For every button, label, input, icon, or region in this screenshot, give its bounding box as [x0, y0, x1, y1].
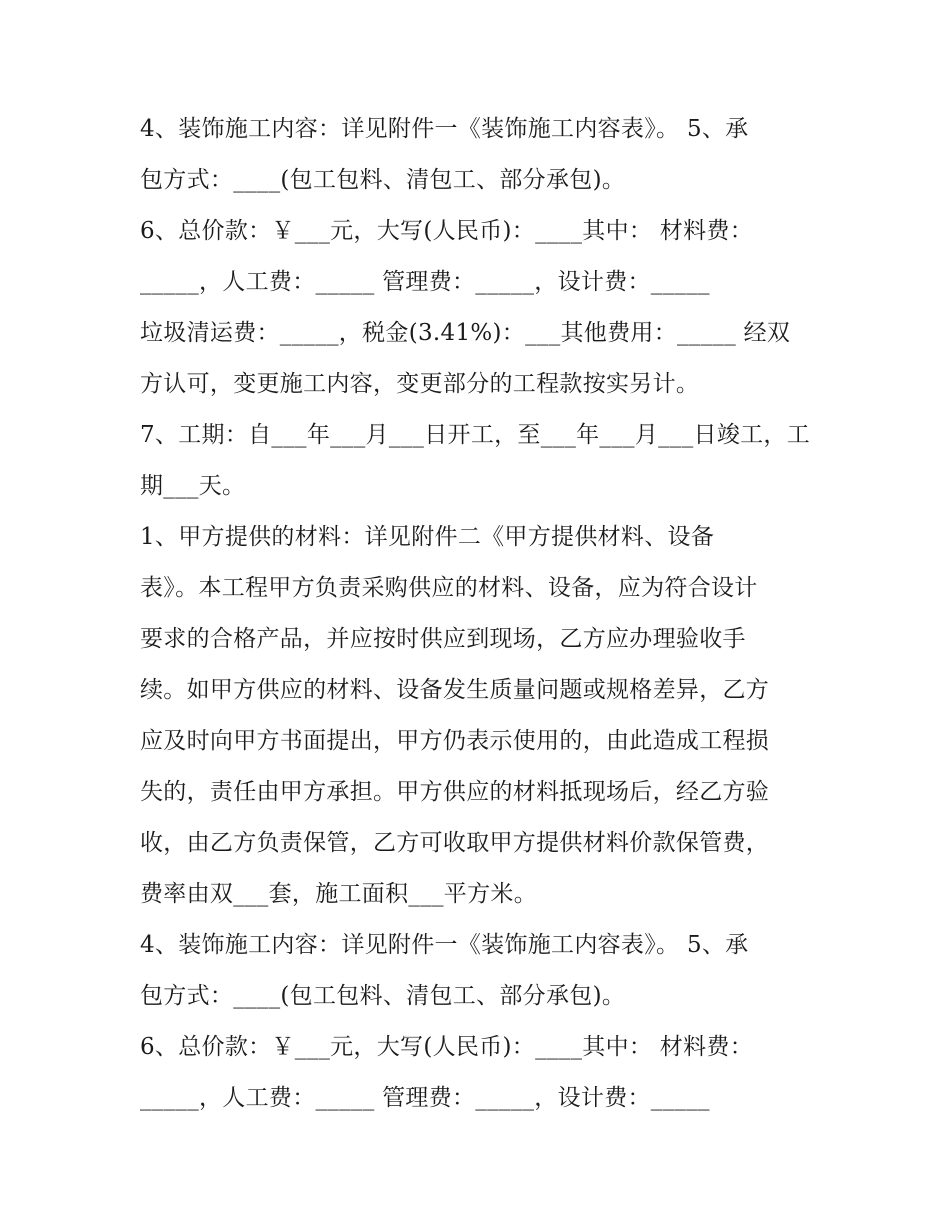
- text-line: 6、总价款：￥___元，大写(人民币)：____其中： 材料费：: [140, 1034, 753, 1060]
- text-line: 表》。本工程甲方负责采购供应的材料、设备，应为符合设计: [140, 575, 758, 601]
- text-line: 续。如甲方供应的材料、设备发生质量问题或规格差异，乙方: [140, 677, 770, 703]
- text-line: 7、工期：自___年___月___日开工，至___年___月___日竣工，工: [140, 422, 811, 448]
- text-line: 4、装饰施工内容：详见附件一《装饰施工内容表》。 5、承: [140, 932, 749, 958]
- text-line: 应及时向甲方书面提出，甲方仍表示使用的，由此造成工程损: [140, 728, 770, 754]
- text-line: 失的，责任由甲方承担。甲方供应的材料抵现场后，经乙方验: [140, 779, 770, 805]
- text-line: 方认可，变更施工内容，变更部分的工程款按实另计。: [140, 371, 700, 397]
- text-line: _____，人工费：_____ 管理费：_____，设计费：_____: [140, 269, 710, 295]
- text-line: 包方式：____(包工包料、清包工、部分承包)。: [140, 983, 626, 1009]
- text-line: 费率由双___套，施工面积___平方米。: [140, 881, 537, 907]
- text-line: 4、装饰施工内容：详见附件一《装饰施工内容表》。 5、承: [140, 116, 749, 142]
- text-line: 期___天。: [140, 473, 246, 499]
- text-line: 1、甲方提供的材料：详见附件二《甲方提供材料、设备: [140, 524, 715, 550]
- text-line: 要求的合格产品，并应按时供应到现场，乙方应办理验收手: [140, 626, 746, 652]
- text-line: 6、总价款：￥___元，大写(人民币)：____其中： 材料费：: [140, 218, 753, 244]
- text-line: 包方式：____(包工包料、清包工、部分承包)。: [140, 167, 626, 193]
- document-body: [140, 104, 820, 1124]
- text-line: _____，人工费：_____ 管理费：_____，设计费：_____: [140, 1085, 710, 1111]
- text-line: 垃圾清运费：_____，税金(3.41%)：___其他费用：_____ 经双: [140, 320, 791, 346]
- text-line: 收，由乙方负责保管，乙方可收取甲方提供材料价款保管费，: [140, 830, 770, 856]
